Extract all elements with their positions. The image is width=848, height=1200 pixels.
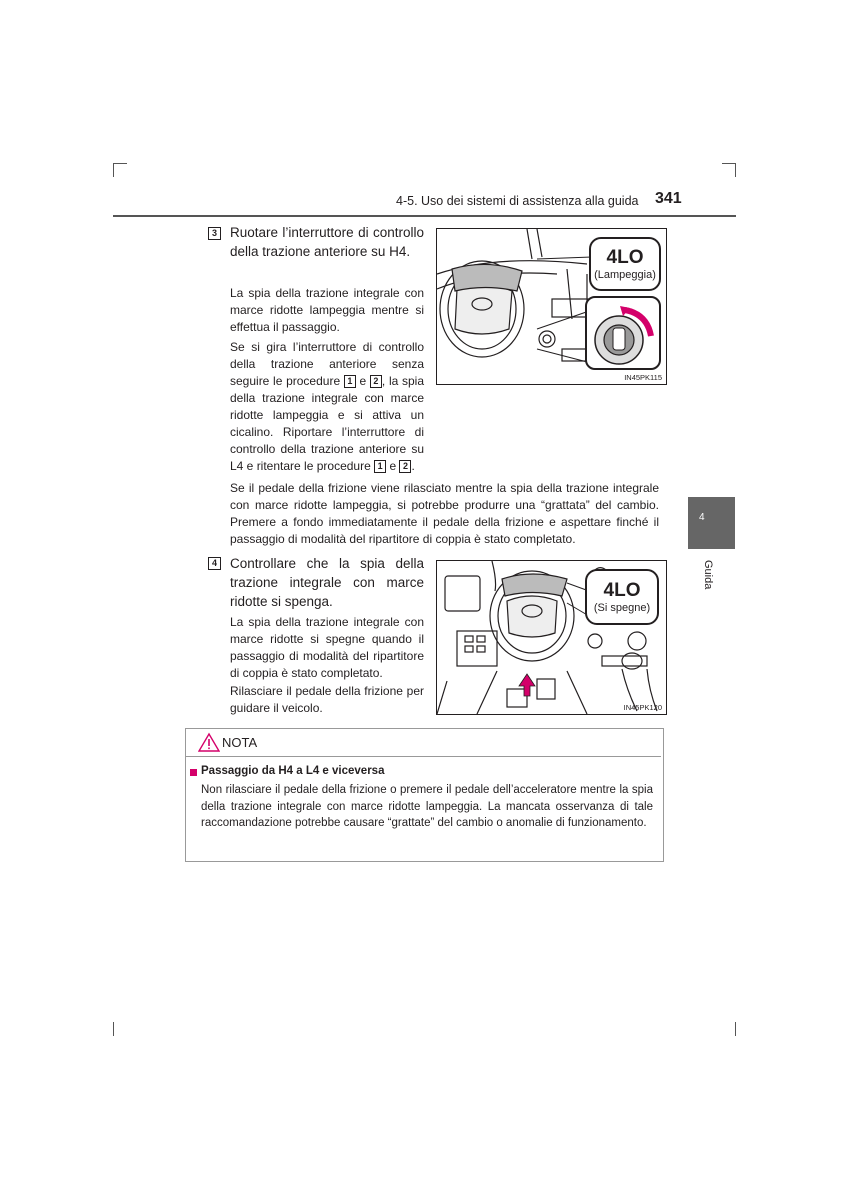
page-number: 341 [655,190,682,207]
chapter-label: Guida [702,560,714,590]
conjunction: e [359,374,367,388]
crop-mark [113,163,127,164]
step-reference: 2 [370,375,382,388]
step-paragraph: Rilasciare il pedale della frizione per guidare il veicolo. [230,684,424,715]
note-header [186,729,661,757]
paragraph-text: , la spia della trazione integrale con marce ridotte lampeggia e si attiva un cicalino. Riportare l’interruttore di controllo della trazione anteriore su L4 e ritentare le procedure [230,374,424,473]
switch-callout [585,296,661,370]
bullet-square-icon [190,769,197,776]
indicator-label: 4LO [603,580,641,601]
step-paragraph [230,339,424,475]
figure-code: IN45PK115 [624,373,662,382]
indicator-state: (Si spegne) [593,602,651,614]
note-label: NOTA [222,735,258,750]
note-title: Passaggio da H4 a L4 e viceversa [201,765,385,777]
crop-mark [113,1022,114,1036]
step-reference: 2 [399,460,411,473]
warning-paragraph: Se il pedale della frizione viene rilasciato mentre la spia della trazione integrale con marce ridotte lampeggia, si potrebbe produrre una “grattata” del cambio. Premere a fondo immediatamente il pedale della frizione e aspettare finché il passaggio di modalità del ripartitore di coppia è stato completato. [230,481,659,546]
crop-mark [735,163,736,177]
step-paragraph: La spia della trazione integrale con marce ridotte lampeggia mentre si effettua il passaggio. [230,286,424,334]
step-reference: 1 [344,375,356,388]
cockpit-illustration [436,560,667,715]
chapter-number: 4 [699,512,705,523]
note-text: Non rilasciare il pedale della frizione o premere il pedale dell’acceleratore mentre la spia della trazione integrale con marce ridotte lampeggia. La mancata osservanza di tale raccomandazione potrebbe causare “grattate” del cambio o anomalie di funzionamento. [201,784,653,829]
step-number: 3 [208,227,221,240]
figure-code: IN45PK120 [623,703,662,712]
warning-icon [198,732,220,752]
indicator-label: 4LO [606,247,644,268]
step-paragraph: La spia della trazione integrale con marce ridotte si spegne quando il passaggio di modalità del ripartitore di coppia è stato completato. [230,615,424,680]
header-rule [113,215,736,217]
four-wheel-drive-switch-icon [587,298,659,368]
step-reference: 1 [374,460,386,473]
chapter-tab [688,497,735,549]
indicator-callout [585,569,659,625]
crop-mark [735,1022,736,1036]
paragraph-text: Se si gira l’interruttore di controllo della trazione anteriore senza seguire le procedure [230,340,424,388]
conjunction: e [389,459,397,473]
paragraph-end: . [411,459,415,473]
section-title: 4-5. Uso dei sistemi di assistenza alla guida [396,194,639,208]
crop-mark [113,163,114,177]
indicator-state: (Lampeggia) [594,269,656,281]
dashboard-illustration [436,228,667,385]
crop-mark [722,163,736,164]
step-number: 4 [208,557,221,570]
step-title: Ruotare l’interruttore di controllo della trazione anteriore su H4. [230,225,424,259]
indicator-callout [589,237,661,291]
step-title: Controllare che la spia della trazione integrale con marce ridotte si spenga. [230,556,424,609]
